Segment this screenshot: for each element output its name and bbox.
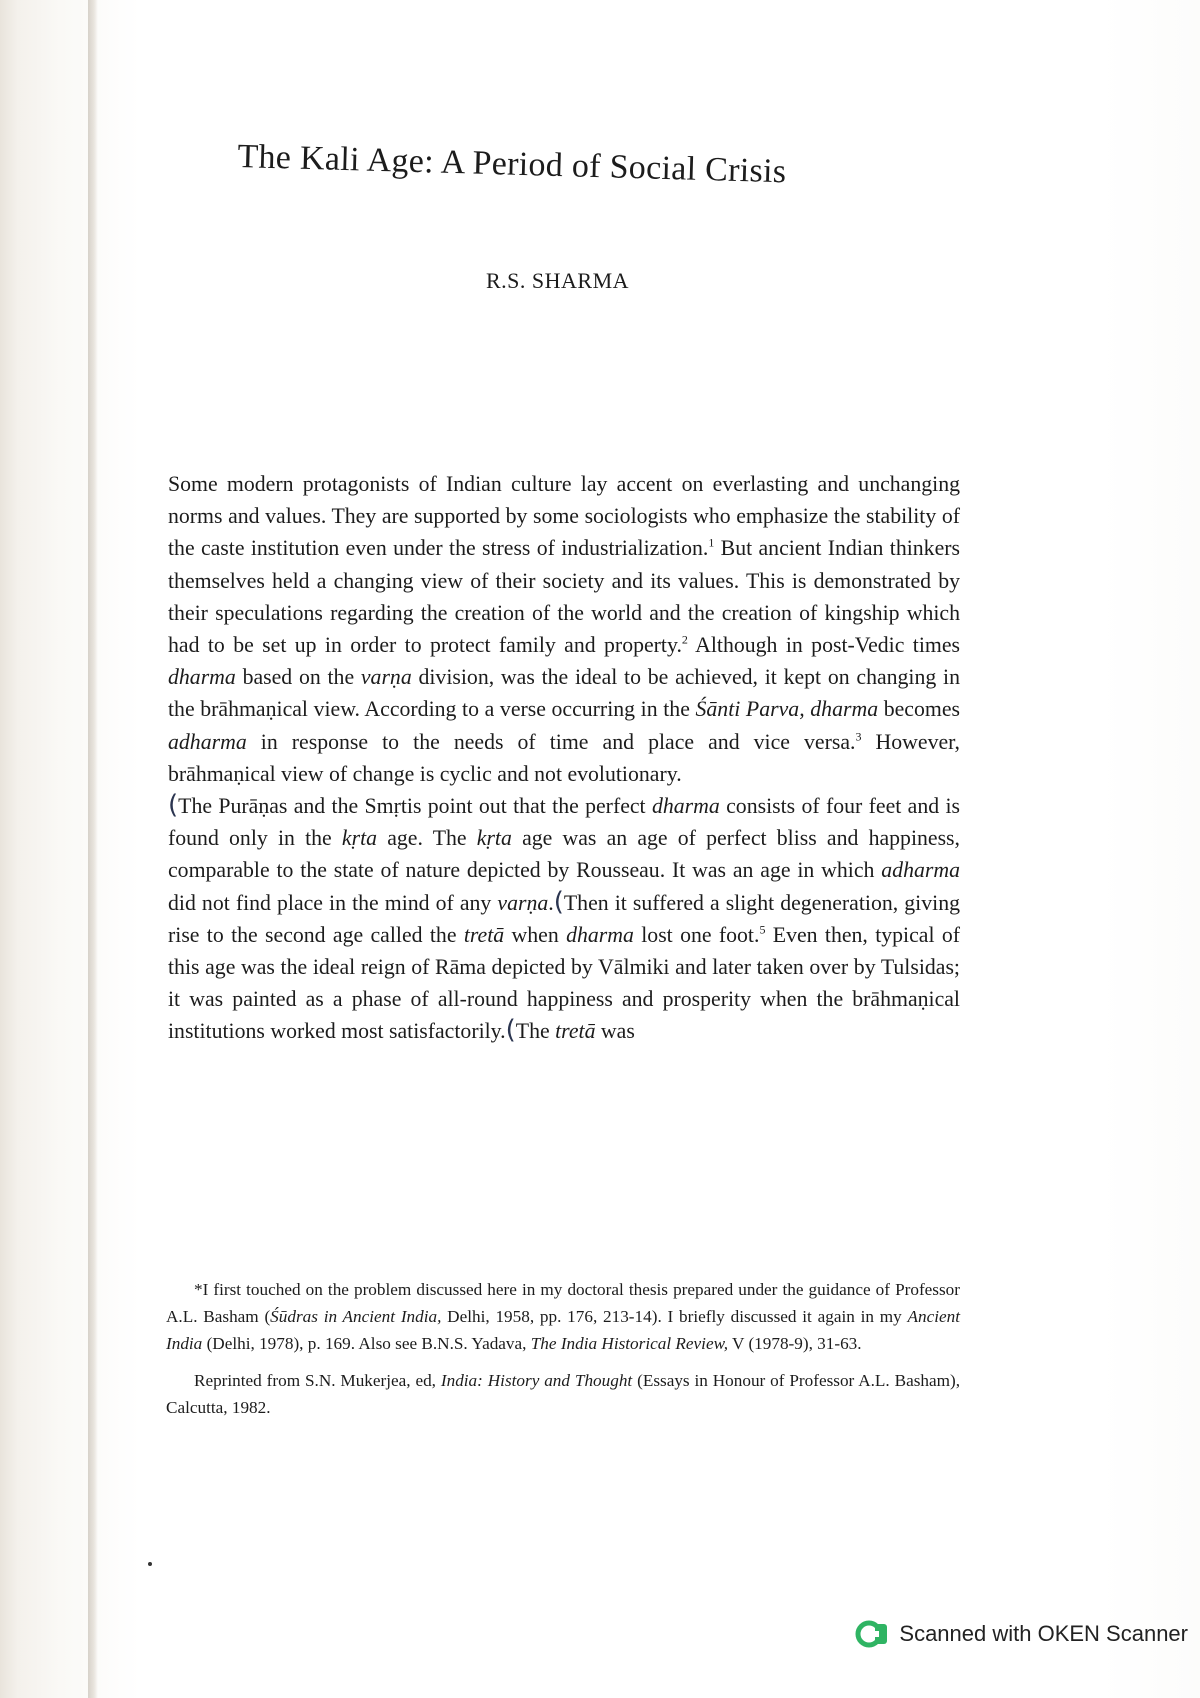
footnote-marker: 5 [759,922,766,937]
italic-term: adharma [168,729,247,754]
text-run: consists of four feet and is found only in the [168,794,960,851]
text-run: in response to the needs of time and place and vice versa. [246,729,856,754]
article-author: R.S. SHARMA [486,268,630,293]
text-run: (Delhi, 1978), p. 169. Also see B.N.S. Yadava, [202,1334,531,1353]
scanner-watermark [855,1620,1188,1648]
handwritten-bracket: ( [168,790,179,821]
italic-term: dharma [651,794,720,819]
text-run: Reprinted from S.N. Mukerjea, ed, [194,1371,441,1390]
italic-term: dharma [566,922,634,947]
italic-term: Śānti Parva, dharma [695,697,879,722]
paragraph-2 [168,790,960,1048]
italic-term: kṛta [476,826,512,851]
binding-shadow [88,0,98,1698]
italic-term: Ancient India [166,1307,960,1353]
italic-term: adharma [881,858,960,883]
text-run: age was an age of perfect bliss and happiness, comparable to the state of nature depicted by Rousseau. It was an age in which [168,826,960,883]
handwritten-bracket: ( [553,886,564,917]
footnote-star [166,1276,960,1357]
footnote-marker: 2 [681,632,688,647]
text-run: based on the [235,665,361,690]
footnote-marker: 3 [855,729,862,744]
text-run: was [595,1019,635,1044]
text-run: Delhi, 1958, pp. 176, 213-14). I briefly discussed it again in my [441,1307,908,1326]
text-run: *I first touched on the problem discussed here in my doctoral thesis prepared under the guidance of Professor A.L. Basham ( [166,1280,960,1326]
text-run: The [515,1019,556,1044]
text-run: Although in post-Vedic times [687,633,961,658]
text-run: Then it suffered a slight degeneration, giving rise to the second age called the [168,890,960,947]
text-run: V (1978-9), 31-63. [728,1334,862,1353]
ink-speck [148,1562,152,1566]
text-run: did not find place in the mind of any [168,890,498,915]
italic-term: tretā [555,1019,596,1044]
article-title: The Kali Age: A Period of Social Crisis [236,138,787,191]
italic-term: dharma [168,665,236,690]
italic-term: Śūdras in Ancient India, [270,1307,442,1326]
text-run: The Purāṇas and the Smṛtis point out that the perfect [178,794,652,819]
italic-term: India: History and Thought [440,1371,633,1390]
text-run: . [548,890,554,915]
text-run: when [504,922,567,947]
italic-term: varṇa [497,890,549,915]
footnote-reprint [166,1367,960,1421]
text-run: (Essays in Honour of Professor A.L. Basham), Calcutta, 1982. [166,1371,960,1417]
handwritten-bracket: ( [505,1015,516,1046]
footnote-marker: 1 [708,536,715,551]
paragraph-1 [168,468,960,790]
text-run: lost one foot. [633,922,760,947]
text-run: However, brāhmaṇical view of change is cyclic and not evolutionary. [168,729,960,786]
scanner-label: Scanned with OKEN Scanner [899,1621,1188,1646]
italic-term: varṇa [360,665,412,690]
italic-term: kṛta [341,826,378,851]
text-run: But ancient Indian thinkers themselves held a changing view of their society and its values. This is demonstrated by their speculations regarding the creation of the world and the creation of kingship which had to be set up in order to protect family and property. [168,536,960,658]
article-body [168,468,960,1048]
text-run: age. The [377,826,477,851]
italic-term: tretā [463,922,505,947]
italic-term: The India Historical Review, [530,1334,729,1353]
oken-logo-icon [855,1620,889,1648]
text-run: division, was the ideal to be achieved, it kept on changing in the brāhmaṇical view. According to a verse occurring in the [168,665,960,722]
text-run: Even then, typical of this age was the ideal reign of Rāma depicted by Vālmiki and later taken over by Tulsidas; it was painted as a phase of all-round happiness and prosperity when the brāhmaṇical institutions worked most satisfactorily. [168,922,961,1044]
text-run: Some modern protagonists of Indian culture lay accent on everlasting and unchanging norms and values. They are supported by some sociologists who emphasize the stability of the caste institution even under the stress of industrialization. [168,472,960,561]
footnotes [166,1276,960,1431]
text-run: becomes [878,697,960,722]
